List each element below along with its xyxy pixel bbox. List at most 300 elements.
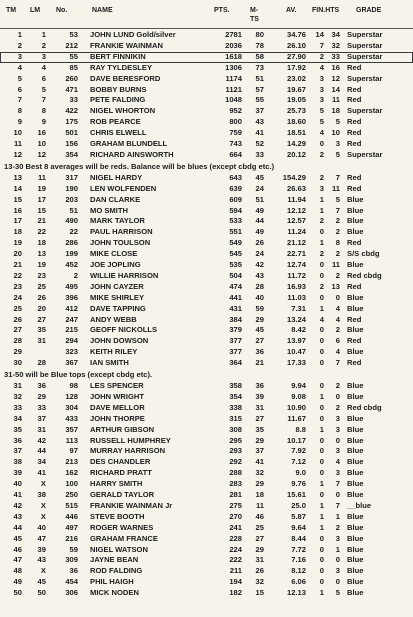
cell-av: 25.73: [286, 106, 306, 116]
cell-av: 9.0: [295, 468, 306, 478]
cell-av: 12.74: [286, 260, 306, 269]
cell-fin: 2: [319, 149, 324, 159]
cell-tm: 33: [13, 402, 22, 412]
cell-no: 190: [65, 183, 78, 193]
cell-av: 11.24: [287, 227, 306, 237]
table-row: [0, 336, 413, 347]
cell-no: 36: [69, 566, 78, 576]
cell-no: 59: [69, 544, 78, 554]
cell-ms: 33: [255, 149, 264, 159]
cell-no: 250: [65, 490, 78, 499]
cell-grade: Blue: [347, 292, 364, 302]
cell-tm: 39: [13, 468, 22, 478]
cell-grade: Blue: [347, 435, 364, 445]
cell-no: 97: [69, 446, 78, 456]
cell-tm: 19: [13, 238, 22, 248]
cell-hts: 3: [335, 533, 340, 543]
cell-ms: 41: [255, 457, 264, 467]
cell-hts: 4: [335, 457, 340, 467]
cell-tm: 26: [13, 314, 22, 324]
cell-grade: Red: [347, 281, 362, 291]
table-row: [0, 534, 413, 545]
cell-ms: 35: [255, 424, 264, 434]
cell-lm: 37: [37, 413, 46, 423]
cell-av: 15.61: [286, 490, 306, 499]
table-row: [0, 566, 413, 577]
cell-fin: 1: [319, 424, 324, 434]
cell-tm: 13: [13, 172, 22, 182]
header-rule: [0, 28, 413, 29]
cell-no: 216: [65, 533, 78, 543]
cell-tm: 35: [13, 424, 22, 434]
cell-av: 11.72: [287, 270, 306, 280]
cell-fin: 0: [319, 413, 324, 423]
cell-pts: 288: [229, 468, 242, 478]
cell-name: GEOFF NICKOLLS: [90, 325, 158, 335]
cell-tm: 3: [17, 51, 22, 61]
cell-no: 446: [65, 511, 78, 521]
cell-pts: 315: [229, 413, 242, 423]
table-row: [0, 425, 413, 436]
cell-lm: 50: [37, 588, 46, 598]
cell-hts: 7: [335, 358, 340, 368]
cell-grade: Superstar: [347, 73, 383, 83]
cell-no: 33: [69, 95, 78, 105]
cell-fin: 1: [319, 500, 324, 510]
cell-ms: 27: [255, 533, 264, 543]
cell-grade: Red cbdg: [347, 270, 382, 280]
cell-hts: 5: [335, 117, 340, 127]
cell-hts: 0: [335, 490, 340, 499]
cell-hts: 13: [331, 281, 340, 291]
cell-av: 21.12: [286, 238, 306, 248]
cell-tm: 4: [17, 62, 22, 72]
table-row: [0, 128, 413, 139]
cell-grade: Red cbdg: [347, 402, 382, 412]
cell-av: 18.60: [286, 117, 306, 127]
cell-name: MARK TAYLOR: [90, 216, 145, 226]
cell-ms: 42: [255, 260, 264, 269]
table-row: [0, 392, 413, 403]
cell-fin: 0: [319, 544, 324, 554]
cell-pts: 743: [229, 139, 242, 148]
header-pts: PTS.: [214, 7, 230, 14]
cell-ms: 28: [255, 281, 264, 291]
cell-fin: 0: [319, 270, 324, 280]
table-row: [0, 325, 413, 336]
cell-ms: 55: [255, 95, 264, 105]
cell-tm: 28: [13, 336, 22, 346]
cell-ms: 11: [255, 500, 264, 510]
cell-lm: 12: [37, 149, 46, 159]
cell-name: JOHN WRIGHT: [90, 391, 144, 401]
cell-hts: 3: [335, 468, 340, 478]
table-row: [0, 271, 413, 282]
cell-av: 11.03: [287, 292, 306, 302]
cell-pts: 533: [229, 216, 242, 226]
cell-name: JAYNE BEAN: [90, 555, 139, 565]
cell-fin: 1: [319, 522, 324, 532]
cell-grade: Blue: [347, 544, 364, 554]
cell-name: ARTHUR GIBSON: [90, 424, 155, 434]
cell-name: STEVE BOOTH: [90, 511, 145, 521]
table-row: [0, 523, 413, 534]
cell-av: 8.8: [295, 424, 306, 434]
cell-ms: 29: [255, 544, 264, 554]
cell-grade: S/S cbdg: [347, 249, 380, 259]
cell-ms: 52: [255, 139, 264, 148]
cell-name: GRAHAM FRANCE: [90, 533, 158, 543]
cell-ms: 51: [255, 194, 264, 204]
cell-lm: 19: [37, 260, 46, 269]
cell-ms: 27: [255, 413, 264, 423]
cell-ms: 37: [255, 446, 264, 456]
table-row: [0, 304, 413, 315]
cell-grade: Superstar: [347, 106, 383, 116]
cell-lm: 27: [37, 314, 46, 324]
cell-grade: Blue: [347, 577, 364, 587]
cell-lm: 45: [37, 577, 46, 587]
cell-pts: 275: [229, 500, 242, 510]
cell-grade: Superstar: [347, 51, 383, 61]
cell-tm: 23: [13, 281, 22, 291]
cell-name: NIGEL WATSON: [90, 544, 148, 554]
cell-grade: Red: [347, 172, 362, 182]
cell-hts: 2: [335, 249, 340, 259]
cell-av: 11.94: [287, 194, 306, 204]
table-row: [0, 117, 413, 128]
cell-hts: 32: [331, 40, 340, 50]
cell-av: 9.94: [291, 381, 306, 390]
cell-lm: 9: [41, 117, 46, 127]
cell-fin: 3: [319, 183, 324, 193]
cell-av: 12.12: [286, 205, 306, 215]
cell-hts: 2: [335, 227, 340, 237]
header-no: No.: [56, 7, 68, 14]
cell-av: 8.42: [291, 325, 306, 335]
cell-lm: X: [40, 511, 46, 521]
cell-pts: 431: [229, 303, 242, 313]
cell-ms: 44: [255, 216, 264, 226]
cell-name: KEITH RILEY: [90, 347, 138, 357]
table-row: [0, 588, 413, 599]
cell-ms: 21: [255, 358, 264, 368]
cell-ms: 80: [255, 30, 264, 39]
cell-tm: 47: [13, 555, 22, 565]
cell-tm: 27: [13, 325, 22, 335]
cell-hts: 14: [331, 84, 340, 94]
cell-hts: 3: [335, 139, 340, 148]
cell-fin: 0: [319, 490, 324, 499]
cell-no: 495: [65, 281, 78, 291]
header-fin-hts: FIN.HTS: [312, 7, 340, 14]
cell-av: 9.64: [291, 522, 306, 532]
cell-fin: 1: [319, 391, 324, 401]
cell-tm: 17: [13, 216, 22, 226]
cell-ms: 26: [255, 566, 264, 576]
cell-ms: 78: [255, 40, 264, 50]
cell-hts: 2: [335, 325, 340, 335]
cell-ms: 36: [255, 381, 264, 390]
cell-no: 306: [65, 588, 78, 598]
cell-lm: 3: [41, 51, 46, 61]
cell-hts: 8: [335, 238, 340, 248]
cell-lm: X: [40, 500, 46, 510]
cell-pts: 535: [229, 260, 242, 269]
cell-name: JOHN TOULSON: [90, 238, 151, 248]
cell-av: 7.72: [291, 544, 306, 554]
cell-ms: 15: [255, 588, 264, 598]
cell-pts: 292: [229, 457, 242, 467]
table-row: [0, 490, 413, 501]
cell-name: FRANKIE WAINMAN Jr: [90, 500, 173, 510]
cell-av: 13.24: [286, 314, 306, 324]
cell-fin: 2: [319, 216, 324, 226]
cell-ms: 24: [255, 183, 264, 193]
cell-tm: 7: [17, 95, 22, 105]
header-ms: M- TS: [250, 7, 259, 23]
cell-pts: 194: [229, 577, 242, 587]
table-row: [0, 30, 413, 41]
cell-name: DES CHANDLER: [90, 457, 151, 467]
cell-no: 515: [65, 500, 78, 510]
cell-hts: 0: [335, 292, 340, 302]
cell-pts: 2036: [225, 40, 242, 50]
cell-hts: 18: [331, 106, 340, 116]
cell-lm: 10: [37, 139, 46, 148]
cell-lm: 25: [37, 281, 46, 291]
cell-no: 85: [69, 62, 78, 72]
cell-av: 13.97: [286, 336, 306, 346]
cell-ms: 25: [255, 522, 264, 532]
cell-pts: 182: [229, 588, 242, 598]
cell-hts: 4: [335, 303, 340, 313]
cell-tm: 8: [17, 106, 22, 116]
table-row: [0, 249, 413, 260]
cell-no: 22: [69, 227, 78, 237]
cell-tm: 24: [13, 292, 22, 302]
cell-ms: 59: [255, 303, 264, 313]
cell-av: 10.17: [286, 435, 306, 445]
cell-name: MICK NODEN: [90, 588, 139, 598]
cell-hts: 3: [335, 446, 340, 456]
cell-hts: 12: [331, 73, 340, 83]
cell-hts: 4: [335, 314, 340, 324]
cell-av: 19.05: [286, 95, 306, 105]
cell-tm: 32: [13, 391, 22, 401]
cell-pts: 295: [229, 435, 242, 445]
cell-grade: Blue: [347, 468, 364, 478]
cell-hts: 4: [335, 347, 340, 357]
cell-lm: 19: [37, 183, 46, 193]
cell-fin: 0: [319, 347, 324, 357]
cell-grade: Blue: [347, 391, 364, 401]
cell-tm: 22: [13, 270, 22, 280]
cell-hts: 1: [335, 511, 340, 521]
cell-ms: 41: [255, 128, 264, 138]
cell-av: 12.57: [286, 216, 306, 226]
cell-grade: Blue: [347, 216, 364, 226]
cell-av: 26.10: [286, 40, 306, 50]
cell-no: 212: [65, 40, 78, 50]
cell-no: 317: [65, 172, 78, 182]
cell-lm: 44: [37, 446, 46, 456]
cell-lm: 18: [37, 238, 46, 248]
cell-hts: 6: [335, 336, 340, 346]
cell-grade: Blue: [347, 588, 364, 598]
cell-no: 128: [65, 391, 78, 401]
cell-tm: 49: [13, 577, 22, 587]
cell-fin: 0: [319, 227, 324, 237]
cell-no: 323: [65, 347, 78, 357]
cell-grade: Blue: [347, 490, 364, 499]
cell-lm: 1: [41, 30, 46, 39]
cell-hts: 7: [335, 479, 340, 489]
cell-name: MURRAY HARRISON: [90, 446, 166, 456]
cell-fin: 1: [319, 479, 324, 489]
cell-pts: 639: [229, 183, 242, 193]
cell-lm: 11: [37, 172, 46, 182]
cell-no: 175: [65, 117, 78, 127]
cell-av: 8.44: [291, 533, 306, 543]
cell-ms: 36: [255, 347, 264, 357]
cell-lm: 5: [41, 84, 46, 94]
cell-name: LES SPENCER: [90, 381, 144, 390]
cell-ms: 31: [255, 555, 264, 565]
cell-no: 162: [65, 468, 78, 478]
cell-tm: 11: [13, 139, 22, 148]
cell-fin: 4: [319, 314, 324, 324]
cell-ms: 29: [255, 435, 264, 445]
cell-fin: 1: [319, 303, 324, 313]
cell-ms: 45: [255, 172, 264, 182]
table-row: [0, 414, 413, 425]
cell-fin: 0: [319, 358, 324, 368]
cell-ms: 58: [255, 51, 264, 61]
cell-no: 396: [65, 292, 78, 302]
cell-tm: 29: [13, 347, 22, 357]
cell-hts: 5: [335, 588, 340, 598]
cell-av: 23.02: [286, 73, 306, 83]
cell-grade: Blue: [347, 522, 364, 532]
cell-pts: 609: [229, 194, 242, 204]
cell-tm: 37: [13, 446, 22, 456]
cell-tm: 12: [13, 149, 22, 159]
note-blue-tops: 31-50 will be Blue tops (except cbdg etc).: [4, 370, 153, 379]
table-row: [0, 184, 413, 195]
cell-hts: 34: [331, 30, 340, 39]
cell-fin: 2: [319, 281, 324, 291]
cell-av: 34.76: [286, 30, 306, 39]
cell-grade: Blue: [347, 533, 364, 543]
header-av: AV.: [286, 7, 297, 14]
cell-hts: 2: [335, 402, 340, 412]
cell-fin: 2: [319, 249, 324, 259]
cell-fin: 3: [319, 73, 324, 83]
cell-hts: 3: [335, 424, 340, 434]
table-row: [0, 173, 413, 184]
table-row: [0, 436, 413, 447]
cell-grade: Superstar: [347, 30, 383, 39]
cell-fin: 1: [319, 588, 324, 598]
cell-fin: 0: [319, 381, 324, 390]
cell-hts: 2: [335, 381, 340, 390]
cell-fin: 0: [319, 566, 324, 576]
table-row: [0, 457, 413, 468]
cell-tm: 10: [13, 128, 22, 138]
cell-fin: 5: [319, 106, 324, 116]
cell-fin: 0: [319, 577, 324, 587]
cell-lm: 23: [37, 270, 46, 280]
cell-tm: 15: [13, 194, 22, 204]
cell-av: 19.67: [286, 84, 306, 94]
cell-ms: 31: [255, 402, 264, 412]
table-row: [0, 95, 413, 106]
cell-no: 501: [65, 128, 78, 138]
cell-ms: 57: [255, 84, 264, 94]
table-row: [0, 545, 413, 556]
cell-name: RICHARD PRATT: [90, 468, 152, 478]
cell-fin: 3: [319, 95, 324, 105]
cell-lm: 22: [37, 227, 46, 237]
cell-fin: 4: [319, 128, 324, 138]
cell-no: 490: [65, 216, 78, 226]
cell-fin: 4: [319, 62, 324, 72]
cell-name: NIGEL WHORTON: [90, 106, 156, 116]
cell-lm: 17: [37, 194, 46, 204]
cell-pts: 211: [229, 566, 242, 576]
cell-av: 20.12: [286, 149, 306, 159]
cell-grade: Blue: [347, 303, 364, 313]
cell-pts: 474: [229, 281, 242, 291]
cell-name: IAN SMITH: [90, 358, 129, 368]
cell-hts: 16: [331, 62, 340, 72]
cell-av: 10.90: [286, 402, 306, 412]
cell-name: JOE JOPLING: [90, 260, 141, 269]
cell-lm: 6: [41, 73, 46, 83]
cell-no: 304: [65, 402, 78, 412]
table-row: [0, 74, 413, 85]
cell-tm: 2: [17, 40, 22, 50]
cell-ms: 46: [255, 511, 264, 521]
cell-grade: Superstar: [347, 40, 383, 50]
table-row: [0, 238, 413, 249]
cell-lm: 13: [37, 249, 46, 259]
cell-pts: 222: [229, 555, 242, 565]
cell-lm: 7: [41, 95, 46, 105]
cell-no: 354: [65, 149, 78, 159]
cell-lm: 21: [37, 216, 46, 226]
cell-grade: Red: [347, 95, 362, 105]
cell-hts: 0: [335, 555, 340, 565]
cell-pts: 377: [229, 347, 242, 357]
cell-fin: 0: [319, 325, 324, 335]
table-row: [0, 468, 413, 479]
cell-name: DAVE MELLOR: [90, 402, 145, 412]
cell-ms: 73: [255, 62, 264, 72]
cell-tm: 9: [17, 117, 22, 127]
cell-tm: 5: [17, 73, 22, 83]
cell-pts: 594: [229, 205, 242, 215]
cell-grade: Red: [347, 358, 362, 368]
cell-grade: Red: [347, 238, 362, 248]
cell-lm: 20: [37, 303, 46, 313]
cell-tm: 40: [13, 479, 22, 489]
cell-pts: 358: [229, 381, 242, 390]
cell-no: 53: [69, 30, 78, 39]
cell-hts: 0: [335, 391, 340, 401]
cell-fin: 0: [319, 555, 324, 565]
